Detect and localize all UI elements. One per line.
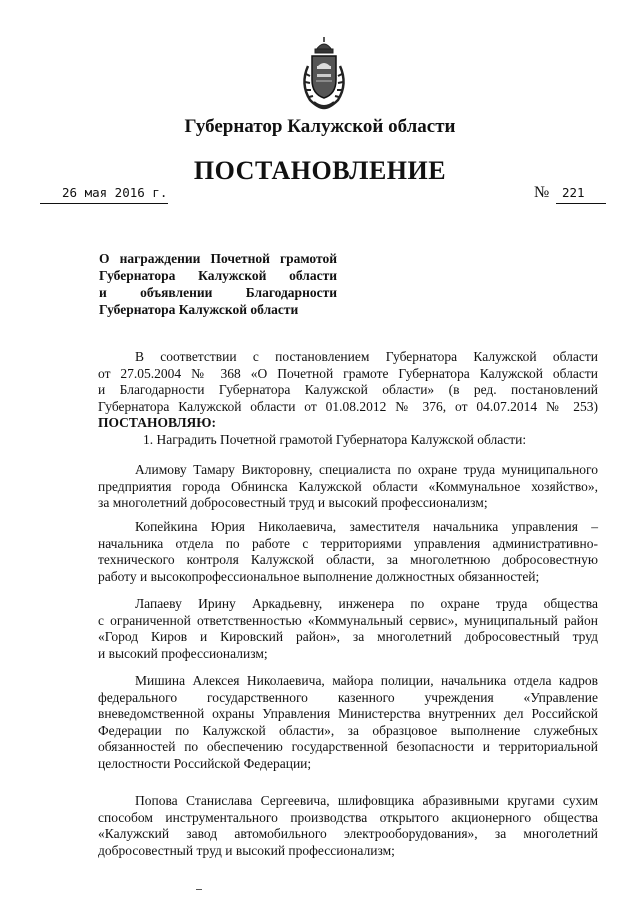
awardee-paragraph — [98, 596, 598, 662]
document-subject — [99, 250, 337, 318]
awardee-paragraph — [98, 462, 598, 512]
decree-word: ПОСТАНОВЛЯЮ: — [98, 415, 216, 430]
paragraph-line: за многолетний добросовестный труд и высокий профессионализм; — [98, 495, 488, 510]
document-date: 26 мая 2016 г. — [62, 185, 168, 200]
item-1: 1. Наградить Почетной грамотой Губернатора Калужской области: — [143, 431, 527, 447]
subject-line: Губернатора Калужской области — [99, 302, 299, 317]
document-type: ПОСТАНОВЛЕНИЕ — [193, 156, 447, 185]
paragraph-line: «Калужский завод автомобильного электрооборудования», за многолетний — [98, 826, 598, 841]
preamble-line: В соответствии с постановлением Губернатора Калужской области — [135, 349, 598, 364]
number-underline — [556, 203, 606, 204]
paragraph-line: Попова Станислава Сергеевича, шлифовщика абразивными кругами сухим — [135, 793, 598, 808]
document-number: 221 — [562, 185, 585, 200]
paragraph-line: обязанностей по обеспечению государственной безопасности и территориальной — [98, 739, 598, 754]
paragraph-line: «Город Киров и Кировский район», за многолетний добросовестный труд — [98, 629, 598, 644]
page-mark — [196, 889, 202, 890]
paragraph-line: начальника отдела по работе с территориями управления административно- — [98, 535, 598, 551]
paragraph-line: Федерации по Калужской области», за образцовое выполнение служебных — [98, 722, 598, 738]
paragraph-line: способом инструментального производства открытого акционерного общества — [98, 809, 598, 825]
paragraph-line: Алимову Тамару Викторовну, специалиста по охране труда муниципального — [135, 462, 598, 477]
paragraph-line: Лапаеву Ирину Аркадьевну, инженера по охране труда общества — [135, 596, 598, 611]
paragraph-line: добросовестный труд и высокий профессионализм; — [98, 842, 395, 858]
preamble-line: и Благодарности Губернатора Калужской области» (в ред. постановлений — [98, 382, 598, 397]
paragraph-line: федерального государственного казенного учреждения «Управление — [98, 689, 598, 705]
preamble-line: Губернатора Калужской области от 01.08.2012 № 376, от 04.07.2014 № 253) — [98, 398, 598, 414]
paragraph-line: технического контроля Калужской области, за многолетнюю добросовестную — [98, 552, 598, 567]
kaluga-coat-of-arms-icon — [298, 36, 350, 112]
awardee-paragraph — [98, 519, 598, 585]
paragraph-line: Мишина Алексея Николаевича, майора полиции, начальника отдела кадров — [135, 673, 598, 688]
subject-line: Губернатора Калужской области — [99, 268, 337, 283]
paragraph-line: целостности Российской Федерации; — [98, 755, 312, 771]
awardee-paragraph — [98, 673, 598, 772]
paragraph-line: вневедомственной охраны Управления Министерства внутренних дел Российской — [98, 706, 598, 721]
subject-line: и объявлении Благодарности — [99, 285, 337, 300]
paragraph-line: Копейкина Юрия Николаевича, заместителя начальника управления – — [135, 519, 598, 534]
preamble — [98, 349, 598, 448]
authority-title: Губернатор Калужской области — [184, 116, 456, 137]
date-underline — [40, 203, 168, 204]
paragraph-line: с ограниченной ответственностью «Коммунальный сервис», муниципальный район — [98, 612, 598, 628]
paragraph-line: работу и высокопрофессиональное выполнение должностных обязанностей; — [98, 568, 540, 584]
paragraph-line: и высокий профессионализм; — [98, 645, 268, 661]
awardee-paragraph — [98, 793, 598, 859]
paragraph-line: предприятия города Обнинска Калужской области «Коммунальное хозяйство», — [98, 478, 598, 494]
number-sign: № — [534, 184, 550, 201]
preamble-line: от 27.05.2004 № 368 «О Почетной грамоте Губернатора Калужской области — [98, 365, 598, 381]
subject-line: О награждении Почетной грамотой — [99, 251, 337, 266]
